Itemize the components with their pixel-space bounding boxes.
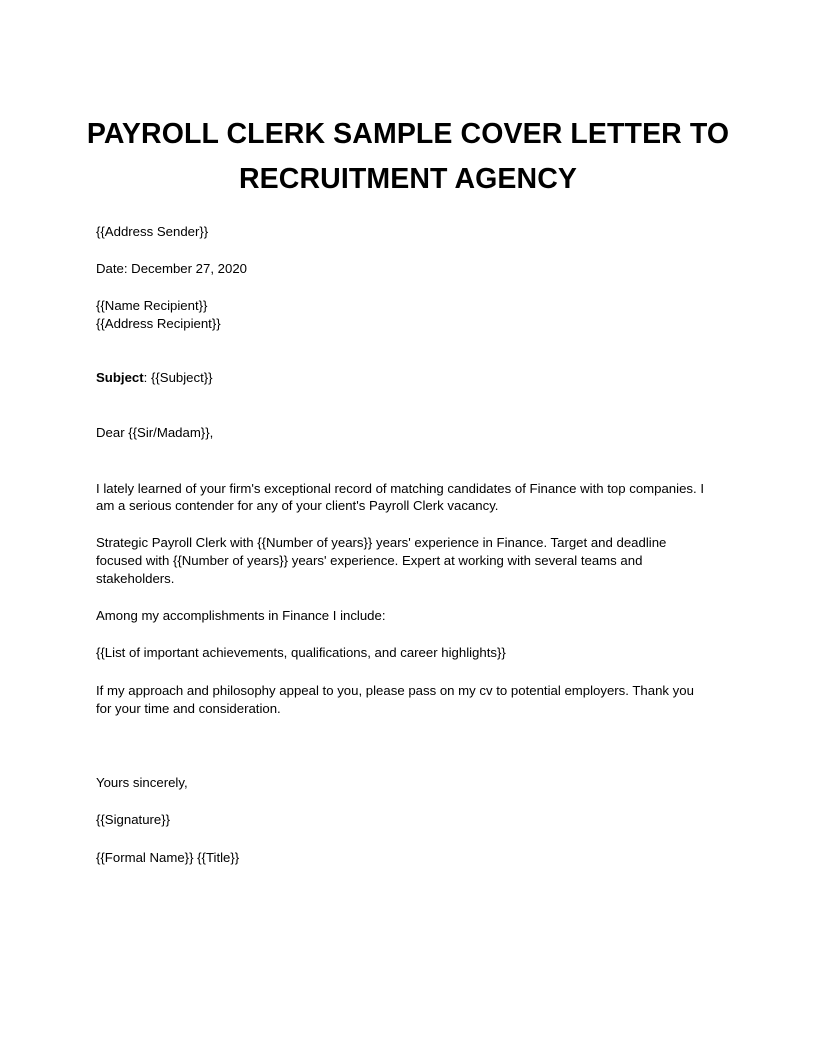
formal-name-title: {{Formal Name}} {{Title}} — [96, 850, 240, 865]
subject-value: : {{Subject}} — [143, 370, 213, 385]
paragraph-1-line-2: am a serious contender for any of your client's Payroll Clerk vacancy. — [96, 498, 499, 513]
paragraph-3: Among my accomplishments in Finance I include: — [96, 608, 386, 623]
paragraph-5-line-2: for your time and consideration. — [96, 701, 281, 716]
title-line-1: PAYROLL CLERK SAMPLE COVER LETTER TO — [86, 118, 730, 150]
subject-line — [96, 369, 213, 388]
salutation: Dear {{Sir/Madam}}, — [96, 425, 214, 440]
name-recipient: {{Name Recipient}} — [96, 298, 208, 313]
paragraph-4: {{List of important achievements, qualifications, and career highlights}} — [96, 645, 506, 660]
paragraph-2-line-3: stakeholders. — [96, 571, 175, 586]
address-recipient: {{Address Recipient}} — [96, 316, 221, 331]
paragraph-5-line-1: If my approach and philosophy appeal to you, please pass on my cv to potential employers. Thank you — [96, 683, 694, 698]
paragraph-1-line-1: I lately learned of your firm's exceptional record of matching candidates of Finance with top companies. I — [96, 481, 704, 496]
signature: {{Signature}} — [96, 812, 171, 827]
subject-label: Subject — [96, 370, 144, 385]
document-title — [0, 112, 816, 202]
paragraph-2-line-1: Strategic Payroll Clerk with {{Number of years}} years' experience in Finance. Target and deadline — [96, 535, 667, 550]
closing: Yours sincerely, — [96, 775, 188, 790]
address-sender: {{Address Sender}} — [96, 224, 209, 239]
title-line-2: RECRUITMENT AGENCY — [239, 163, 577, 195]
letter-date: Date: December 27, 2020 — [96, 261, 248, 276]
paragraph-2-line-2: focused with {{Number of years}} years' experience. Expert at working with several teams and — [96, 553, 643, 568]
